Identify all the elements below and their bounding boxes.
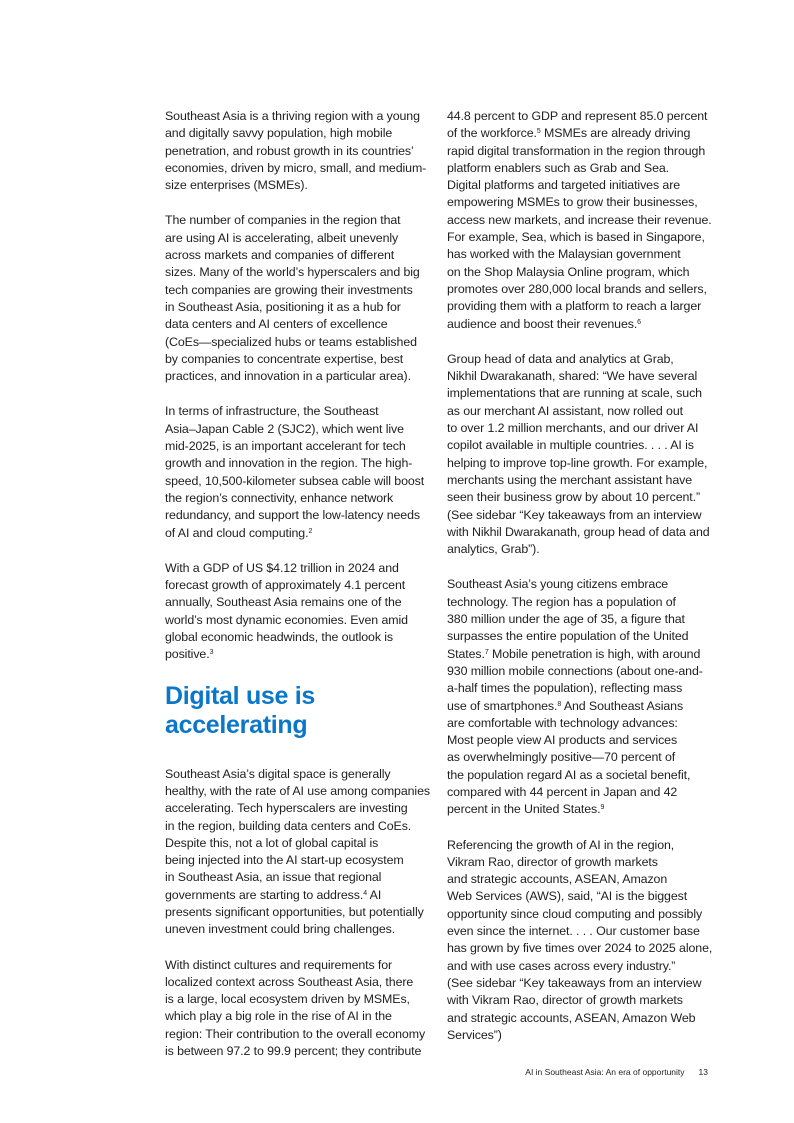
paragraph-msmes-continued: 44.8 percent to GDP and represent 85.0 percent of the workforce.$^5$ MSMEs are already driving rapid digital transformation in the region through platform enablers such as Grab and Sea. Digital platforms and targeted initiatives are empowering MSMEs to grow their businesses, access new markets, and increase their revenue. For example, Sea, which is based in Singapore, has worked with the Malaysian government on the Shop Malaysia Online program, which promotes over 280,000 local brands and sellers, providing them with a platform to reach a larger audience and boost their revenues.$^6$	[447, 109, 712, 331]
page-footer	[525, 1067, 708, 1077]
footnote-ref: 6	[637, 318, 641, 326]
footnote-ref: 2	[308, 527, 313, 535]
paragraph-young-citizens: Southeast Asia’s young citizens embrace technology. The region has a population of 380 million under the age of 35, a figure that surpasses the entire population of the United States.$^7$ Mobile penetration is high, with around 930 million mobile connections (about one-and- a-half times the population), reflecting mass use of smartphones.$^8$ And Southeast Asians are comfortable with technology advances: Most people view AI products and services as overwhelmingly positive—70 percent of the population regard AI as a societal benefit, compared with 44 percent in Japan and 42 percent in the United States.$^9$	[447, 577, 703, 817]
footnote-ref: 5	[536, 128, 541, 136]
paragraph-grab-quote: Group head of data and analytics at Grab, Nikhil Dwarakanath, shared: “We have several implementations that are running at scale, such as our merchant AI assistant, now rolled out to over 1.2 million merchants, and our driver AI copilot available in multiple countries. . . . AI is helping to improve top-line growth. For example, merchants using the merchant assistant have seen their business grow by about 10 percent.” (See sidebar “Key takeaways from an interview with Nikhil Dwarakanath, group head of data and analytics, Grab”).	[447, 351, 710, 557]
page-number: 13	[698, 1067, 708, 1077]
right-column	[447, 108, 713, 1062]
footnote-ref: 3	[209, 649, 214, 657]
footnote-ref: 7	[484, 648, 489, 656]
paragraph-msmes: With distinct cultures and requirements for localized context across Southeast Asia, there is a large, local ecosystem driven by MSMEs, which play a big role in the rise of AI in the region: Their contribution to the overall economy is between 97.2 to 99.9 percent; they contribute	[165, 957, 426, 1059]
paragraph-gdp: With a GDP of US $4.12 trillion in 2024 and forecast growth of approximately 4.1 percent annually, Southeast Asia remains one of the world’s most dynamic economies. Even amid global economic headwinds, the outlook is positive.$^3$	[165, 560, 408, 662]
paragraph-infrastructure: In terms of infrastructure, the Southeast Asia–Japan Cable 2 (SJC2), which went live mid-2025, is an important accelerant for tech growth and innovation in the region. The high- speed, 10,500-kilometer subsea cable will boost the region’s connectivity, enhance network redundancy, and support the low-latency needs of AI and cloud computing.$^2$	[165, 404, 425, 540]
section-heading: Digital use is accelerating	[165, 681, 316, 739]
footnote-ref: 9	[600, 804, 605, 812]
paragraph-intro: Southeast Asia is a thriving region with a young and digitally savvy population, high mobile penetration, and robust growth in its countries’ economies, driven by micro, small, and medium- size enterprises (MSMEs).	[165, 109, 427, 193]
paragraph-digital-space: Southeast Asia’s digital space is generally healthy, with the rate of AI use among companies accelerating. Tech hyperscalers are investing in the region, building data centers and CoEs. Despite this, not a lot of global capital is being injected into the AI start-up ecosystem in Southeast Asia, an issue that regional governments are starting to address.$^4$ AI presents significant opportunities, but potentially uneven investment could bring challenges.	[165, 766, 430, 937]
paragraph-aws-quote: Referencing the growth of AI in the region, Vikram Rao, director of growth markets and strategic accounts, ASEAN, Amazon Web Services (AWS), said, “AI is the biggest opportunity since cloud computing and possibly even since the internet. . . . Our customer base has grown by five times over 2024 to 2025 alone, and with use cases across every industry.” (See sidebar “Key takeaways from an interview with Vikram Rao, director of growth markets and strategic accounts, ASEAN, Amazon Web Services”)	[447, 837, 713, 1042]
footer-title: AI in Southeast Asia: An era of opportunity	[525, 1067, 685, 1077]
footnote-ref: 8	[557, 700, 562, 708]
footnote-ref: 4	[363, 889, 367, 897]
left-column	[165, 108, 431, 1078]
paragraph-ai-adoption: The number of companies in the region that are using AI is accelerating, albeit unevenly across markets and companies of different sizes. Many of the world’s hyperscalers and big tech companies are growing their investments in Southeast Asia, positioning it as a hub for data centers and AI centers of excellence (CoEs—specialized hubs or teams established by companies to concentrate expertise, best practices, and innovation in a particular area).	[165, 213, 420, 384]
